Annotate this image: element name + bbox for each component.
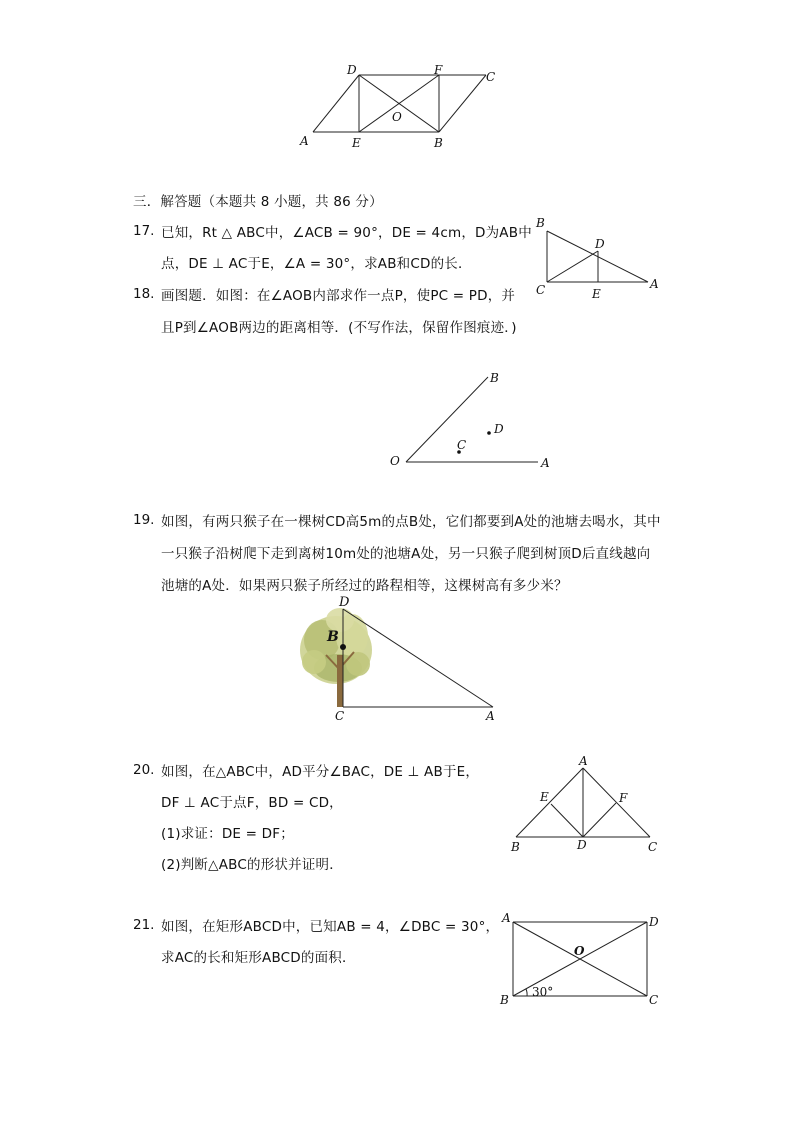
q17-label-B: B bbox=[536, 216, 545, 230]
q17-text-line1: 已知，Rt △ ABC中，∠ACB = 90°，DE = 4cm，D为AB中 bbox=[161, 225, 532, 241]
q18-label-B: B bbox=[490, 371, 499, 385]
q19-label-B: B bbox=[327, 629, 339, 645]
q18-label-D: D bbox=[494, 422, 504, 436]
q21-text-line1: 如图，在矩形ABCD中，已知AB = 4，∠DBC = 30°， bbox=[161, 919, 500, 935]
q17-text-line2: 点，DE ⊥ AC于E，∠A = 30°，求AB和CD的长． bbox=[161, 256, 472, 272]
label-E: E bbox=[352, 136, 361, 150]
q20-text-line4: (2)判断△ABC的形状并证明． bbox=[161, 857, 343, 873]
q20-text-line3: (1)求证：DE = DF； bbox=[161, 826, 294, 842]
q19-number: 19. bbox=[133, 512, 155, 528]
q21-angle-label: 30° bbox=[532, 985, 554, 999]
q21-label-C: C bbox=[649, 993, 659, 1007]
q21-label-O: O bbox=[574, 944, 585, 958]
q17-label-D: D bbox=[595, 237, 605, 251]
label-D: D bbox=[347, 63, 357, 77]
q21-number: 21. bbox=[133, 917, 155, 933]
section-heading: 三．解答题（本题共 8 小题，共 86 分） bbox=[133, 194, 383, 210]
q18-text-line1: 画图题．如图：在∠AOB内部求作一点P，使PC = PD，并 bbox=[161, 288, 516, 304]
q20-text-line2: DF ⊥ AC于点F，BD = CD， bbox=[161, 795, 343, 811]
q21-label-A: A bbox=[502, 911, 511, 925]
q19-label-D: D bbox=[339, 595, 350, 610]
q20-text-line1: 如图，在△ABC中，AD平分∠BAC，DE ⊥ AB于E， bbox=[161, 764, 480, 780]
q19-text-line1: 如图，有两只猴子在一棵树CD高5m的点B处，它们都要到A处的池塘去喝水，其中 bbox=[161, 514, 661, 530]
q20-label-B: B bbox=[511, 840, 520, 854]
q18-label-A: A bbox=[541, 456, 550, 470]
q20-label-F: F bbox=[619, 791, 628, 805]
q18-label-O: O bbox=[390, 454, 400, 468]
label-B: B bbox=[434, 136, 443, 150]
q20-number: 20. bbox=[133, 762, 155, 778]
q21-label-B: B bbox=[500, 993, 509, 1007]
q18-number: 18. bbox=[133, 286, 155, 302]
q19-label-A: A bbox=[486, 709, 495, 723]
q18-label-C: C bbox=[457, 438, 467, 452]
q20-label-A: A bbox=[579, 754, 588, 768]
label-F: F bbox=[434, 63, 443, 77]
q18-text-line2: 且P到∠AOB两边的距离相等．(不写作法，保留作图痕迹．) bbox=[161, 320, 517, 336]
q17-number: 17. bbox=[133, 223, 155, 239]
label-O: O bbox=[392, 110, 402, 124]
q17-label-A: A bbox=[650, 277, 659, 291]
q20-label-D: D bbox=[577, 838, 587, 852]
q21-text-line2: 求AC的长和矩形ABCD的面积． bbox=[161, 950, 356, 966]
label-A: A bbox=[300, 134, 309, 148]
q17-label-C: C bbox=[536, 283, 546, 297]
q19-text-line3: 池塘的A处．如果两只猴子所经过的路程相等，这棵树高有多少米？ bbox=[161, 578, 568, 594]
q19-label-C: C bbox=[335, 709, 345, 723]
q19-text-line2: 一只猴子沿树爬下走到离树10m处的池塘A处，另一只猴子爬到树顶D后直线越向 bbox=[161, 546, 651, 562]
q20-label-C: C bbox=[648, 840, 658, 854]
q20-label-E: E bbox=[540, 790, 549, 804]
q21-label-D: D bbox=[649, 915, 659, 929]
label-C: C bbox=[486, 70, 496, 84]
q17-label-E: E bbox=[592, 287, 601, 301]
